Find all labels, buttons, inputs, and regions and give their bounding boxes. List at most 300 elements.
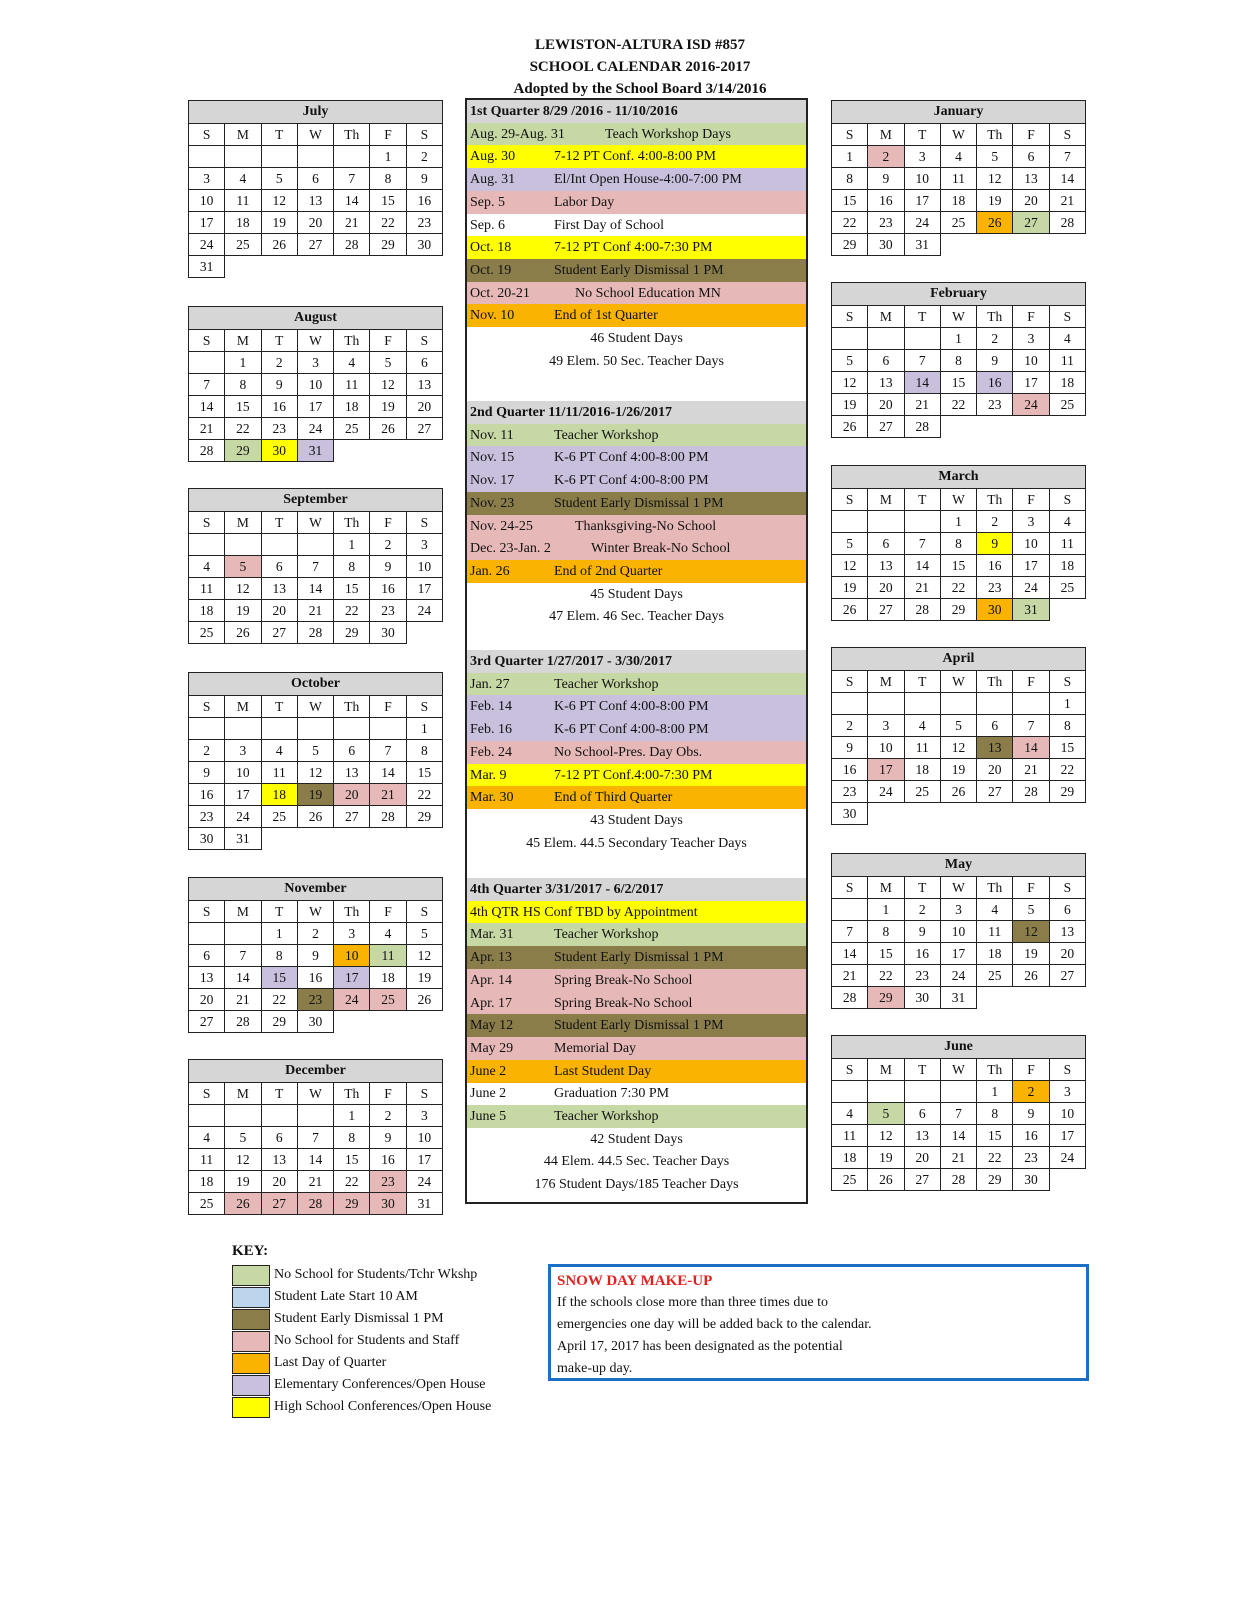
day-cell: 16 [406,190,442,212]
weekday-label: T [904,489,940,511]
day-cell: 5 [940,715,976,737]
month-june [831,1035,1086,1191]
day-cell: 28 [297,622,333,644]
weekday-label: W [940,877,976,899]
day-cell: 18 [940,190,976,212]
event-row [467,673,806,696]
empty-day [370,828,406,850]
day-cell: 8 [1049,715,1085,737]
day-cell: 17 [225,784,261,806]
day-cell: 27 [904,1169,940,1191]
day-cell: 6 [1049,899,1085,921]
event-description: No School-Pres. Day Obs. [554,744,703,760]
legend-label: Last Day of Quarter [274,1355,387,1370]
event-row [467,969,806,992]
weekday-label: S [189,330,225,352]
weekday-label: S [832,489,868,511]
day-cell: 2 [1013,1081,1049,1103]
day-cell: 7 [1013,715,1049,737]
empty-day [1013,416,1049,438]
day-cell: 14 [189,396,225,418]
event-date: Nov. 17 [470,473,515,489]
day-cell: 12 [297,762,333,784]
weekday-label: T [261,901,297,923]
quarter-summary: 47 Elem. 46 Sec. Teacher Days [549,609,724,625]
day-cell: 11 [977,921,1013,943]
day-cell: 6 [406,352,442,374]
day-cell: 1 [1049,693,1085,715]
event-description: Student Early Dismissal 1 PM [554,950,724,966]
day-cell: 14 [904,372,940,394]
event-date: Sep. 6 [470,217,505,233]
day-cell: 12 [977,168,1013,190]
day-cell: 6 [868,533,904,555]
empty-day [261,718,297,740]
day-cell: 4 [1049,328,1085,350]
day-cell: 16 [868,190,904,212]
day-cell: 1 [225,352,261,374]
day-cell: 24 [406,600,442,622]
day-cell: 27 [406,418,442,440]
day-cell: 29 [977,1169,1013,1191]
day-cell: 20 [868,394,904,416]
day-cell: 16 [261,396,297,418]
day-cell: 19 [297,784,333,806]
day-cell: 11 [1049,350,1085,372]
weekday-label: F [370,1083,406,1105]
legend-item [232,1352,387,1374]
day-cell: 17 [297,396,333,418]
quarter-header [467,100,806,123]
day-cell: 25 [977,965,1013,987]
event-date: Aug. 30 [470,149,516,165]
weekday-label: Th [977,1059,1013,1081]
event-description: Spring Break-No School [554,972,693,988]
quarter-title: 1st Quarter 8/29 /2016 - 11/10/2016 [470,104,678,119]
weekday-label: Th [977,489,1013,511]
event-description: Student Early Dismissal 1 PM [554,262,724,278]
day-cell: 18 [1049,555,1085,577]
day-cell: 16 [977,555,1013,577]
day-cell: 8 [370,168,406,190]
weekday-label: Th [334,124,370,146]
empty-day [940,803,976,825]
day-cell: 26 [261,234,297,256]
day-cell: 18 [189,1171,225,1193]
legend-item [232,1330,460,1352]
day-cell: 27 [261,1193,297,1215]
empty-day [406,440,442,462]
weekday-label: W [297,512,333,534]
day-cell: 24 [334,989,370,1011]
weekday-label: T [261,330,297,352]
weekday-label: Th [977,306,1013,328]
weekday-label: S [832,1059,868,1081]
day-cell: 24 [406,1171,442,1193]
day-cell: 3 [1013,328,1049,350]
empty-day [370,256,406,278]
snow-line-2: emergencies one day will be added back to the calendar. [557,1317,872,1332]
snow-day-title: SNOW DAY MAKE-UP [557,1273,713,1289]
weekday-label: T [261,512,297,534]
day-cell: 13 [1049,921,1085,943]
empty-day [297,828,333,850]
day-cell: 5 [225,1127,261,1149]
day-cell: 29 [261,1011,297,1033]
event-description: Labor Day [554,194,615,210]
day-cell: 29 [940,599,976,621]
event-description: Teacher Workshop [554,927,659,943]
day-cell: 1 [868,899,904,921]
weekday-label: W [297,330,333,352]
day-cell: 2 [261,352,297,374]
day-cell: 28 [189,440,225,462]
day-cell: 16 [1013,1125,1049,1147]
empty-day [1013,803,1049,825]
event-row [467,695,806,718]
day-cell: 25 [832,1169,868,1191]
empty-day [225,718,261,740]
empty-day [189,146,225,168]
day-cell: 22 [406,784,442,806]
empty-day [189,352,225,374]
event-row [467,901,806,924]
day-cell: 2 [297,923,333,945]
day-cell: 20 [406,396,442,418]
weekday-label: T [904,124,940,146]
event-date: Nov. 23 [470,495,515,511]
day-cell: 17 [904,190,940,212]
empty-day [189,718,225,740]
day-cell: 27 [1049,965,1085,987]
day-cell: 28 [832,987,868,1009]
empty-day [225,256,261,278]
day-cell: 17 [1013,555,1049,577]
empty-day [1049,416,1085,438]
month-april [831,647,1086,825]
weekday-label: F [1013,1059,1049,1081]
legend-item [232,1396,492,1418]
empty-day [297,718,333,740]
weekday-label: M [225,1083,261,1105]
day-cell: 28 [370,806,406,828]
event-date: Oct. 18 [470,240,512,256]
weekday-label: W [297,696,333,718]
day-cell: 10 [1013,350,1049,372]
month-name: March [832,466,1086,489]
event-description: Memorial Day [554,1040,637,1056]
day-cell: 5 [868,1103,904,1125]
day-cell: 31 [406,1193,442,1215]
day-cell: 9 [832,737,868,759]
day-cell: 21 [904,394,940,416]
day-cell: 23 [406,212,442,234]
event-row [467,923,806,946]
weekday-label: S [1049,671,1085,693]
legend [232,1243,492,1418]
day-cell: 18 [904,759,940,781]
day-cell: 17 [940,943,976,965]
event-row [467,424,806,447]
day-cell: 13 [977,737,1013,759]
day-cell: 24 [868,781,904,803]
day-cell: 11 [189,578,225,600]
day-cell: 27 [261,622,297,644]
day-cell: 8 [225,374,261,396]
month-name: July [189,101,443,124]
day-cell: 11 [370,945,406,967]
day-cell: 1 [261,923,297,945]
empty-day [334,718,370,740]
day-cell: 14 [297,1149,333,1171]
day-cell: 4 [940,146,976,168]
day-cell: 26 [977,212,1013,234]
weekday-label: T [904,306,940,328]
event-row [467,1014,806,1037]
empty-day [406,256,442,278]
event-row [467,492,806,515]
empty-day [1049,234,1085,256]
day-cell: 5 [261,168,297,190]
quarter-summary: 176 Student Days/185 Teacher Days [534,1177,739,1193]
empty-day [370,440,406,462]
weekday-label: S [406,1083,442,1105]
empty-day [1013,987,1049,1009]
day-cell: 24 [189,234,225,256]
event-date: June 5 [470,1109,507,1124]
weekday-label: Th [977,124,1013,146]
day-cell: 8 [940,533,976,555]
day-cell: 12 [868,1125,904,1147]
day-cell: 17 [189,212,225,234]
event-date: Oct. 19 [470,262,512,278]
legend-label: Elementary Conferences/Open House [274,1377,486,1392]
day-cell: 25 [189,1193,225,1215]
weekday-label: S [406,696,442,718]
day-cell: 25 [1049,394,1085,416]
day-cell: 11 [1049,533,1085,555]
day-cell: 4 [261,740,297,762]
empty-day [370,1011,406,1033]
empty-day [297,534,333,556]
empty-day [1049,1169,1085,1191]
empty-day [297,146,333,168]
day-cell: 22 [225,418,261,440]
day-cell: 16 [832,759,868,781]
day-cell: 29 [868,987,904,1009]
day-cell: 19 [832,577,868,599]
day-cell: 13 [261,578,297,600]
quarter-summary: 42 Student Days [590,1131,683,1147]
month-november [188,877,443,1033]
day-cell: 25 [334,418,370,440]
header-line-3: Adopted by the School Board 3/14/2016 [513,81,767,97]
weekday-label: T [261,1083,297,1105]
event-date: Nov. 11 [470,427,514,443]
day-cell: 18 [832,1147,868,1169]
day-cell: 12 [1013,921,1049,943]
day-cell: 11 [832,1125,868,1147]
empty-day [977,803,1013,825]
quarter-summary: 43 Student Days [590,812,683,828]
day-cell: 4 [904,715,940,737]
day-cell: 15 [1049,737,1085,759]
weekday-label: S [189,696,225,718]
day-cell: 26 [225,622,261,644]
empty-day [940,416,976,438]
day-cell: 19 [225,600,261,622]
day-cell: 10 [189,190,225,212]
day-cell: 7 [297,1127,333,1149]
event-row [467,1105,806,1128]
day-cell: 25 [225,234,261,256]
empty-day [832,328,868,350]
month-name: November [189,878,443,901]
day-cell: 13 [868,372,904,394]
day-cell: 21 [370,784,406,806]
day-cell: 31 [1013,599,1049,621]
weekday-label: W [940,671,976,693]
event-date: Dec. 23-Jan. 2 [470,541,551,557]
empty-day [868,693,904,715]
day-cell: 28 [225,1011,261,1033]
day-cell: 23 [189,806,225,828]
event-date: Jan. 26 [470,563,510,579]
weekday-label: S [406,330,442,352]
day-cell: 13 [1013,168,1049,190]
month-name: June [832,1036,1086,1059]
empty-day [406,828,442,850]
day-cell: 21 [940,1147,976,1169]
day-cell: 7 [904,533,940,555]
day-cell: 26 [225,1193,261,1215]
event-row [467,123,806,146]
day-cell: 1 [940,511,976,533]
day-cell: 10 [904,168,940,190]
day-cell: 16 [370,1149,406,1171]
day-cell: 22 [940,394,976,416]
day-cell: 15 [406,762,442,784]
snow-line-4: make-up day. [557,1361,633,1376]
day-cell: 7 [832,921,868,943]
day-cell: 24 [1013,394,1049,416]
event-description: K-6 PT Conf 4:00-8:00 PM [554,699,709,715]
weekday-label: W [297,901,333,923]
event-description: K-6 PT Conf 4:00-8:00 PM [554,450,709,466]
day-cell: 22 [370,212,406,234]
event-description: No School Education MN [575,285,721,301]
weekday-label: T [261,124,297,146]
day-cell: 9 [297,945,333,967]
day-cell: 16 [370,578,406,600]
day-cell: 6 [261,556,297,578]
day-cell: 21 [904,577,940,599]
month-name: April [832,648,1086,671]
legend-title: KEY: [232,1243,269,1259]
event-row [467,741,806,764]
event-date: Nov. 15 [470,450,515,466]
empty-day [1013,693,1049,715]
empty-day [261,828,297,850]
day-cell: 5 [225,556,261,578]
weekday-label: S [189,512,225,534]
weekday-label: M [225,696,261,718]
day-cell: 14 [940,1125,976,1147]
day-cell: 28 [904,599,940,621]
day-cell: 23 [261,418,297,440]
event-description: End of Third Quarter [554,790,673,806]
weekday-label: T [904,877,940,899]
day-cell: 16 [189,784,225,806]
weekday-label: S [189,901,225,923]
weekday-label: Th [334,901,370,923]
day-cell: 19 [406,967,442,989]
day-cell: 3 [406,534,442,556]
empty-day [297,1105,333,1127]
day-cell: 19 [977,190,1013,212]
day-cell: 9 [370,556,406,578]
weekday-label: W [297,1083,333,1105]
event-row [467,992,806,1015]
event-row [467,515,806,538]
event-date: Mar. 30 [470,790,514,806]
day-cell: 26 [832,599,868,621]
day-cell: 8 [406,740,442,762]
weekday-label: Th [334,1083,370,1105]
day-cell: 9 [406,168,442,190]
day-cell: 6 [334,740,370,762]
day-cell: 23 [868,212,904,234]
day-cell: 3 [225,740,261,762]
quarter-title: 3rd Quarter 1/27/2017 - 3/30/2017 [470,654,672,669]
quarter-summary: 45 Elem. 44.5 Secondary Teacher Days [526,835,747,851]
day-cell: 20 [261,1171,297,1193]
day-cell: 4 [189,1127,225,1149]
empty-day [261,256,297,278]
empty-day [977,987,1013,1009]
empty-day [189,1105,225,1127]
weekday-label: M [868,877,904,899]
district-title [440,34,840,100]
weekday-label: M [225,901,261,923]
day-cell: 22 [832,212,868,234]
day-cell: 20 [334,784,370,806]
day-cell: 21 [832,965,868,987]
event-row [467,145,806,168]
day-cell: 23 [977,577,1013,599]
day-cell: 16 [904,943,940,965]
event-description: Graduation 7:30 PM [554,1086,670,1102]
day-cell: 5 [406,923,442,945]
event-row [467,560,806,583]
weekday-label: M [868,489,904,511]
day-cell: 4 [1049,511,1085,533]
weekday-label: F [370,901,406,923]
day-cell: 8 [940,350,976,372]
month-february [831,282,1086,438]
day-cell: 23 [297,989,333,1011]
legend-label: No School for Students/Tchr Wkshp [274,1267,478,1282]
event-row [467,537,806,560]
day-cell: 1 [977,1081,1013,1103]
day-cell: 5 [832,533,868,555]
day-cell: 21 [334,212,370,234]
legend-label: High School Conferences/Open House [274,1399,492,1414]
day-cell: 19 [868,1147,904,1169]
weekday-label: S [1049,124,1085,146]
day-cell: 14 [904,555,940,577]
day-cell: 23 [904,965,940,987]
